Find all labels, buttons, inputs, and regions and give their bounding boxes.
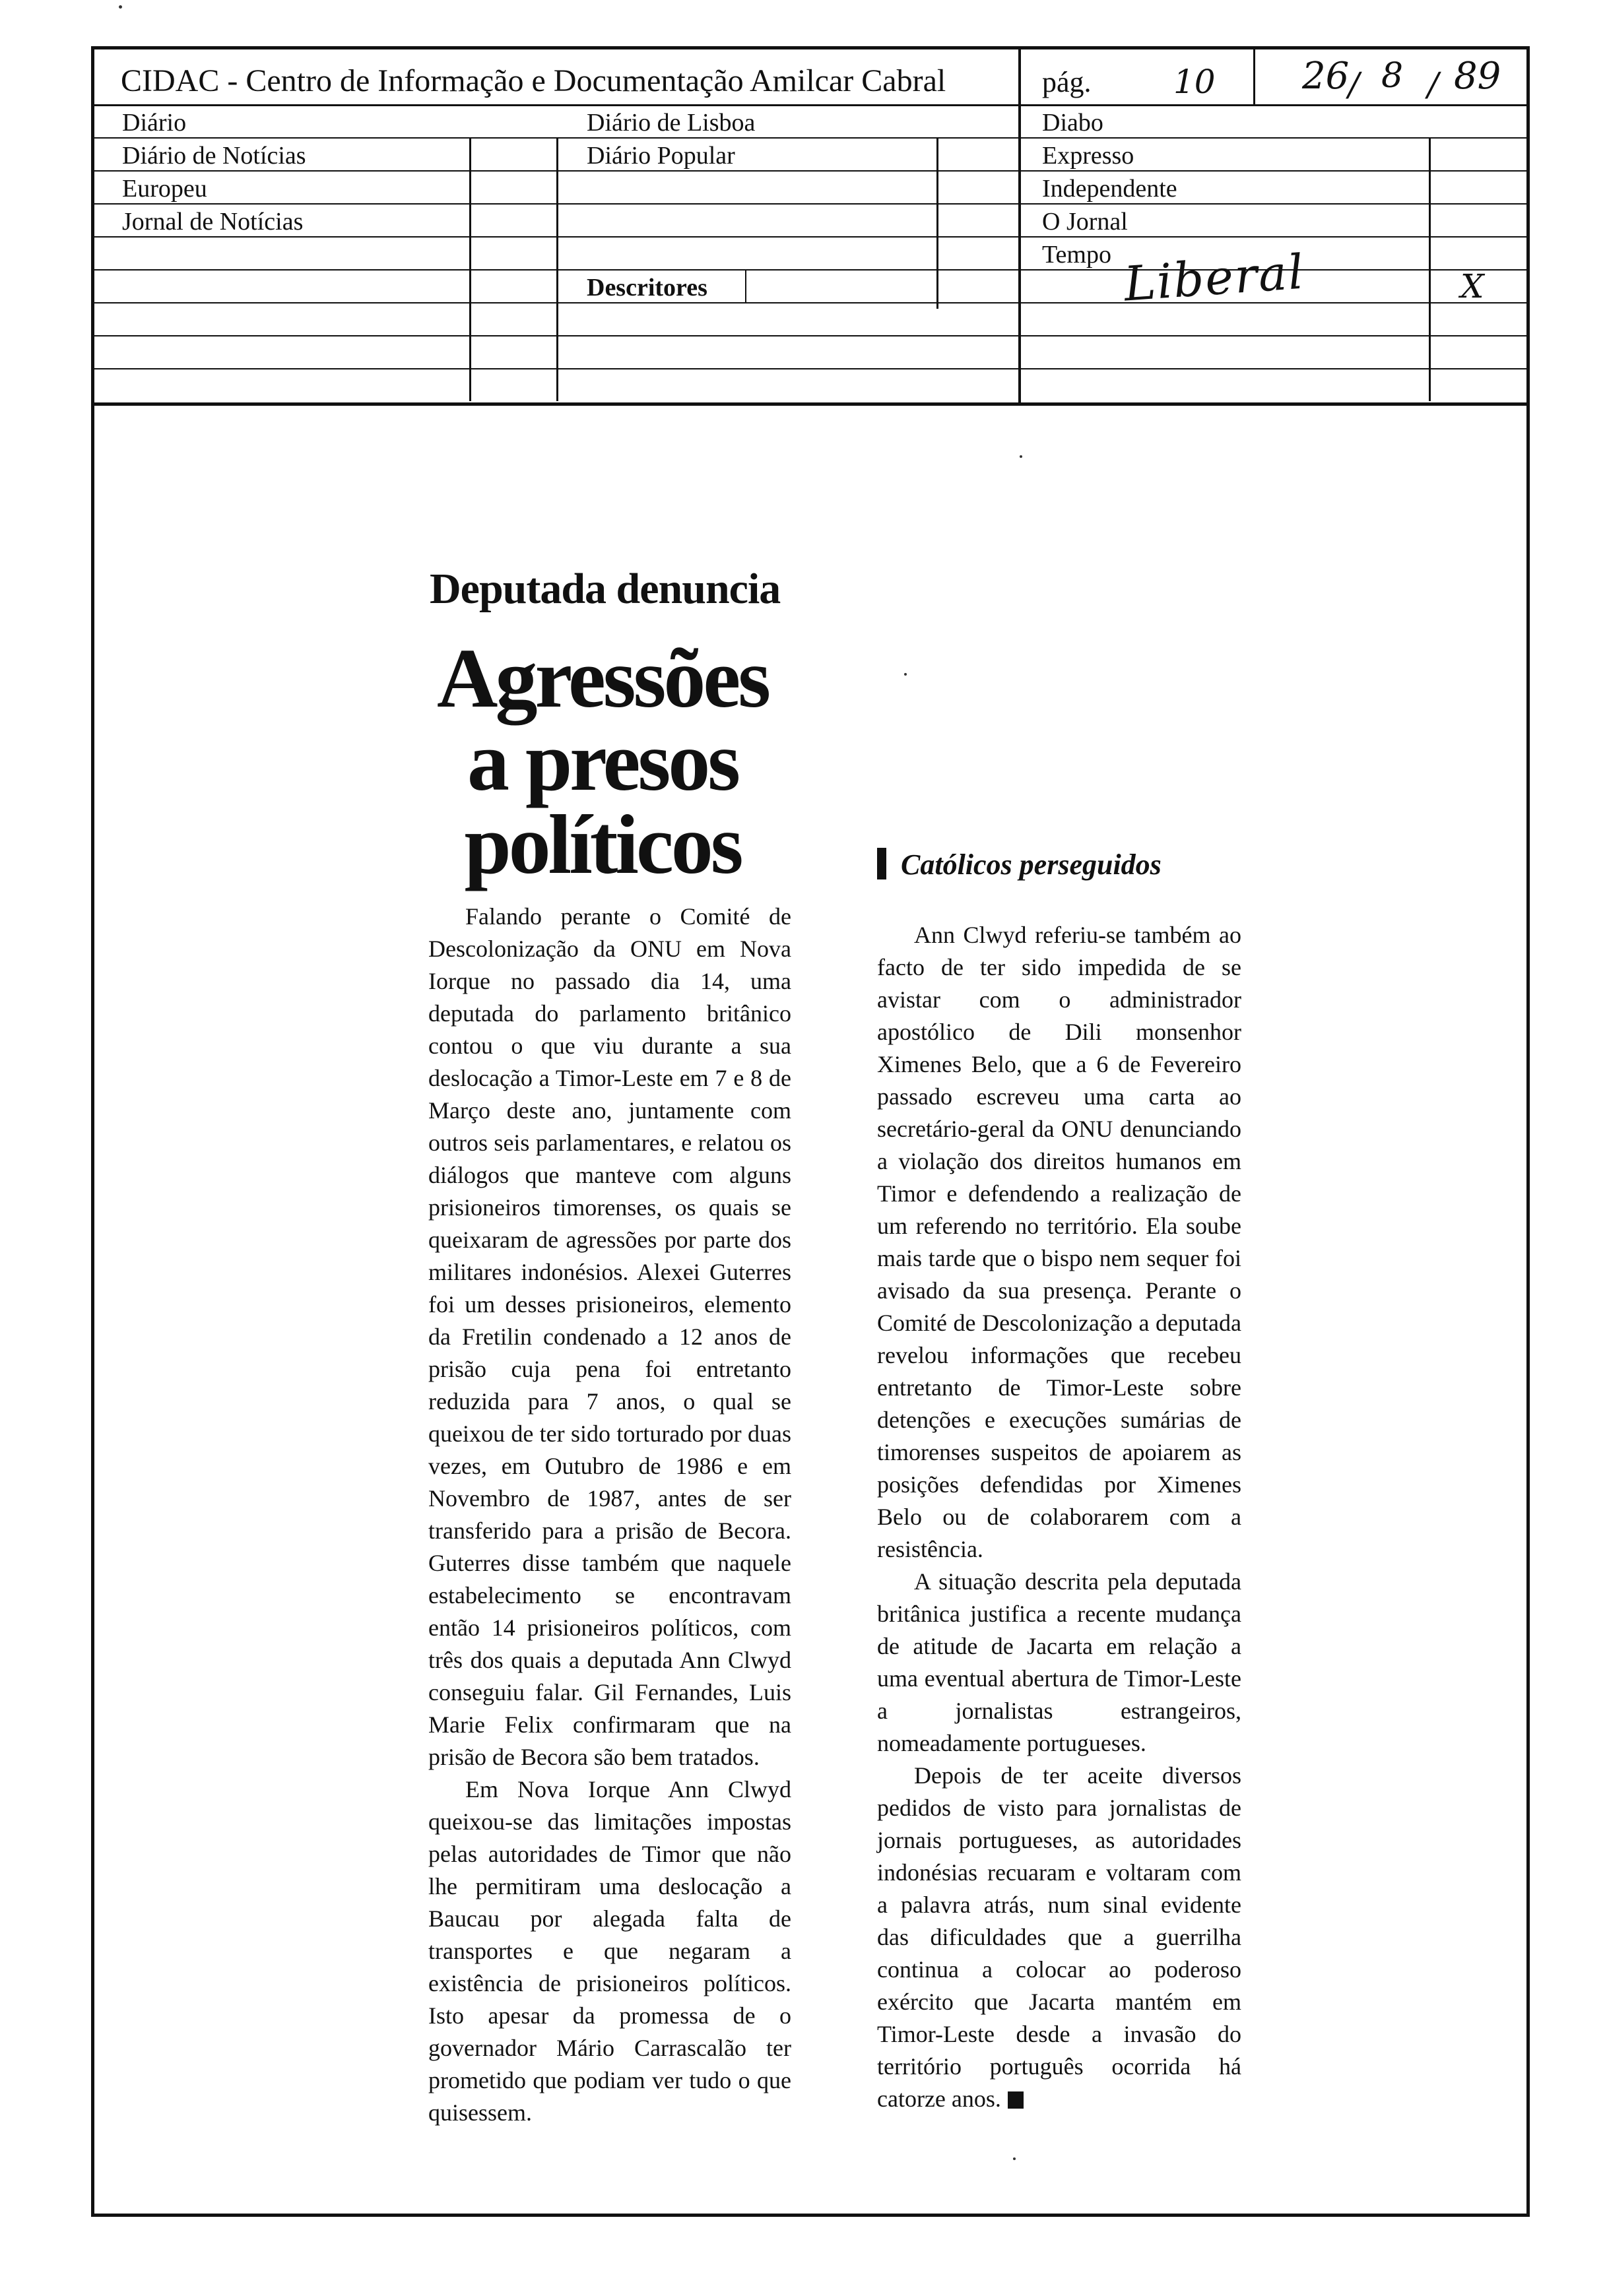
source-europeu: Europeu xyxy=(122,175,207,203)
subheading-bar xyxy=(877,848,886,879)
article-paragraph: Ann Clwyd referiu-se também ao facto de ter sido impedida de se avistar com o administrador apostólico de Dili monsenhor Ximenes Belo, que a 6 de Fevereiro passado escreveu uma carta ao secretário-geral da ONU denunciando a violação dos direitos humanos em Timor e defendendo a realização de um referendo no território. Ela soube mais tarde que o bispo nem sequer foi avisado da sua presença. Perante o Comité de Descolonização a deputada revelou informações que recebeu entretanto de Timor-Leste sobre detenções e execuções sumárias de timorenses suspeitos de apoiarem as posições defendidas por Ximenes Belo ou de colaborarem com a resistência. xyxy=(877,922,1241,1562)
subheading-text: Católicos perseguidos xyxy=(901,848,1162,881)
header-title: CIDAC - Centro de Informação e Documentação Amilcar Cabral xyxy=(121,63,946,98)
source-tempo: Tempo xyxy=(1042,241,1111,269)
scan-speck xyxy=(904,673,907,676)
cidac-header-form xyxy=(94,49,1526,406)
date-separator: / xyxy=(1348,65,1359,104)
source-diario-de-noticias: Diário de Notícias xyxy=(122,142,306,170)
end-of-article-mark xyxy=(1008,2091,1024,2109)
headline-line: Agressões xyxy=(437,631,768,725)
handwritten-date-month: 8 xyxy=(1381,56,1404,96)
article-paragraph xyxy=(877,1760,1241,2115)
article-paragraph: Em Nova Iorque Ann Clwyd queixou-se das limitações impostas pelas autoridades de Timor que não lhe permitiram uma deslocação a Baucau por alegada falta de transportes e que negaram a existência de prisioneiros políticos. Isto apesar da promessa de o governador Mário Carrascalão ter prometido que podiam ver tudo o que quisessem. xyxy=(428,1776,791,2126)
headline-line: a presos xyxy=(467,715,738,808)
article-right-column xyxy=(877,919,1241,2115)
source-diabo: Diabo xyxy=(1042,109,1103,137)
descritores-label: Descritores xyxy=(587,274,707,302)
date-separator: / xyxy=(1427,65,1439,104)
source-o-jornal: O Jornal xyxy=(1042,208,1128,236)
handwritten-date-day: 26 xyxy=(1302,55,1350,98)
article-paragraph-text: Depois de ter aceite diversos pedidos de visto para jornalistas de jornais portugueses, as autoridades indonésias recuaram e voltaram com a palavra atrás, num sinal evidente das dificuldades que a guerrilha continua a colocar ao poderoso exército que Jacarta mantém em Timor-Leste desde a invasão do território português ocorrida há catorze anos. xyxy=(877,1762,1241,2112)
headline-line: políticos xyxy=(464,798,741,891)
handwritten-source-liberal: Liberal xyxy=(1122,243,1307,312)
source-diario: Diário xyxy=(122,109,187,137)
source-jornal-de-noticias: Jornal de Notícias xyxy=(122,208,304,236)
article-headline xyxy=(424,631,781,891)
article-kicker: Deputada denuncia xyxy=(430,565,781,613)
source-diario-de-lisboa: Diário de Lisboa xyxy=(587,109,756,137)
source-independente: Independente xyxy=(1042,175,1177,203)
subheading xyxy=(877,848,1162,881)
source-diario-popular: Diário Popular xyxy=(587,142,735,170)
handwritten-check-mark: X xyxy=(1460,267,1484,305)
article-paragraph: A situação descrita pela deputada britânica justifica a recente mudança de atitude de Jacarta em relação a uma eventual abertura de Timor-Leste a jornalistas estrangeiros, nomeadamente portugueses. xyxy=(877,1568,1241,1756)
article-left-column xyxy=(428,901,791,2129)
source-expresso: Expresso xyxy=(1042,142,1134,170)
handwritten-page-number: 10 xyxy=(1173,63,1216,101)
document-frame xyxy=(91,46,1530,2217)
article-paragraph: Falando perante o Comité de Descolonização da ONU em Nova Iorque no passado dia 14, uma deputada do parlamento britânico contou o que viu durante a sua deslocação a Timor-Leste em 7 e 8 de Março deste ano, juntamente com outros seis parlamentares, e relatou os diálogos que manteve com alguns prisioneiros timorenses, os quais se queixaram de agressões por parte dos militares indonésios. Alexei Guterres foi um desses prisioneiros, elemento da Fretilin condenado a 12 anos de prisão cuja pena foi entretanto reduzida para 7 anos, o qual se queixou de ter sido torturado por duas vezes, em Outubro de 1986 e em Novembro de 1987, antes de ser transferido para a prisão de Becora. Guterres disse também que naquele estabelecimento se encontravam então 14 prisioneiros políticos, com três dos quais a deputada Ann Clwyd conseguiu falar. Gil Fernandes, Luis Marie Felix confirmaram que na prisão de Becora são bem tratados. xyxy=(428,903,791,1770)
scan-speck xyxy=(1020,455,1022,458)
scan-speck xyxy=(1013,2157,1016,2160)
page-label: pág. xyxy=(1042,66,1092,98)
scan-speck xyxy=(119,5,122,9)
handwritten-date-year: 89 xyxy=(1454,55,1501,98)
